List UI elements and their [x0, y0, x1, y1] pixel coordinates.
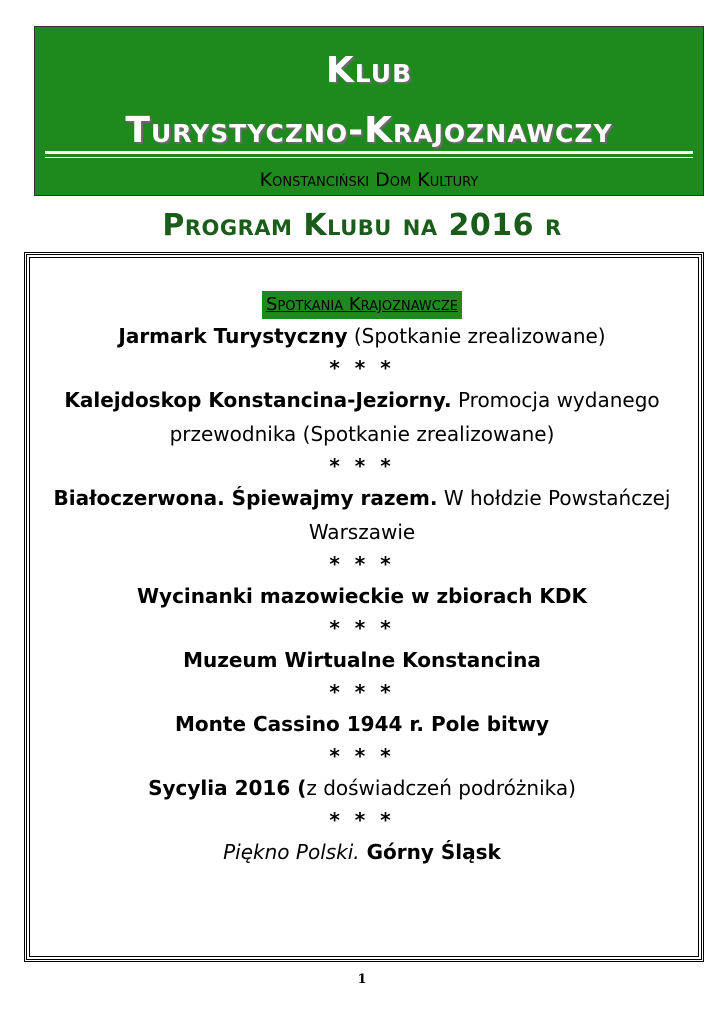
entry-5: [30, 643, 694, 677]
entry-4: [30, 579, 694, 613]
club-title-line1: Klub: [325, 50, 413, 91]
entry-4-title: Wycinanki mazowieckie w zbiorach KDK: [136, 584, 588, 608]
separator-6: * * *: [329, 744, 395, 768]
program-content: [30, 288, 694, 869]
entry-2-title: Kalejdoskop Konstancina-Jeziorny.: [64, 388, 452, 412]
entry-5-title: Muzeum Wirtualne Konstancina: [183, 648, 541, 672]
header-divider-thick: [45, 151, 693, 154]
separator-2: * * *: [329, 454, 395, 478]
entry-1: [30, 319, 694, 353]
separator-7: * * *: [329, 808, 395, 832]
entry-3: [30, 481, 694, 549]
entry-8: [30, 835, 694, 869]
header-subtitle: Konstanciński Dom Kultury: [259, 169, 479, 191]
section-heading-row: [30, 288, 694, 319]
entry-7-title: Sycylia 2016 (: [148, 776, 307, 800]
separator-3: * * *: [329, 552, 395, 576]
entry-7: [30, 771, 694, 805]
entry-6: [30, 707, 694, 741]
entry-6-title: Monte Cassino 1944 r. Pole bitwy: [175, 712, 549, 736]
section-heading: Spotkania Krajoznawcze: [262, 291, 462, 319]
program-title: Program Klubu na 2016 r: [162, 208, 562, 243]
entry-3-title: Białoczerwona. Śpiewajmy razem.: [53, 486, 438, 510]
entry-3-note: W hołdzie Powstańczej Warszawie: [308, 486, 671, 544]
entry-1-note: (Spotkanie zrealizowane): [347, 324, 606, 348]
separator-1: * * *: [329, 356, 395, 380]
entry-2: [30, 383, 694, 451]
entry-8-lead: Piękno Polski.: [223, 840, 360, 864]
entry-8-title: Górny Śląsk: [359, 840, 501, 864]
header-banner: [34, 26, 704, 196]
entry-2-note: Promocja wydanego przewodnika (Spotkanie zrealizowane): [169, 388, 660, 446]
page-number: 1: [357, 972, 367, 987]
separator-5: * * *: [329, 680, 395, 704]
entry-1-title: Jarmark Turystyczny: [118, 324, 348, 348]
header-divider-thin: [45, 157, 693, 158]
club-title-line2: Turystyczno-Krajoznawczy: [125, 110, 613, 151]
separator-4: * * *: [329, 616, 395, 640]
entry-7-note: z doświadczeń podróżnika): [306, 776, 576, 800]
